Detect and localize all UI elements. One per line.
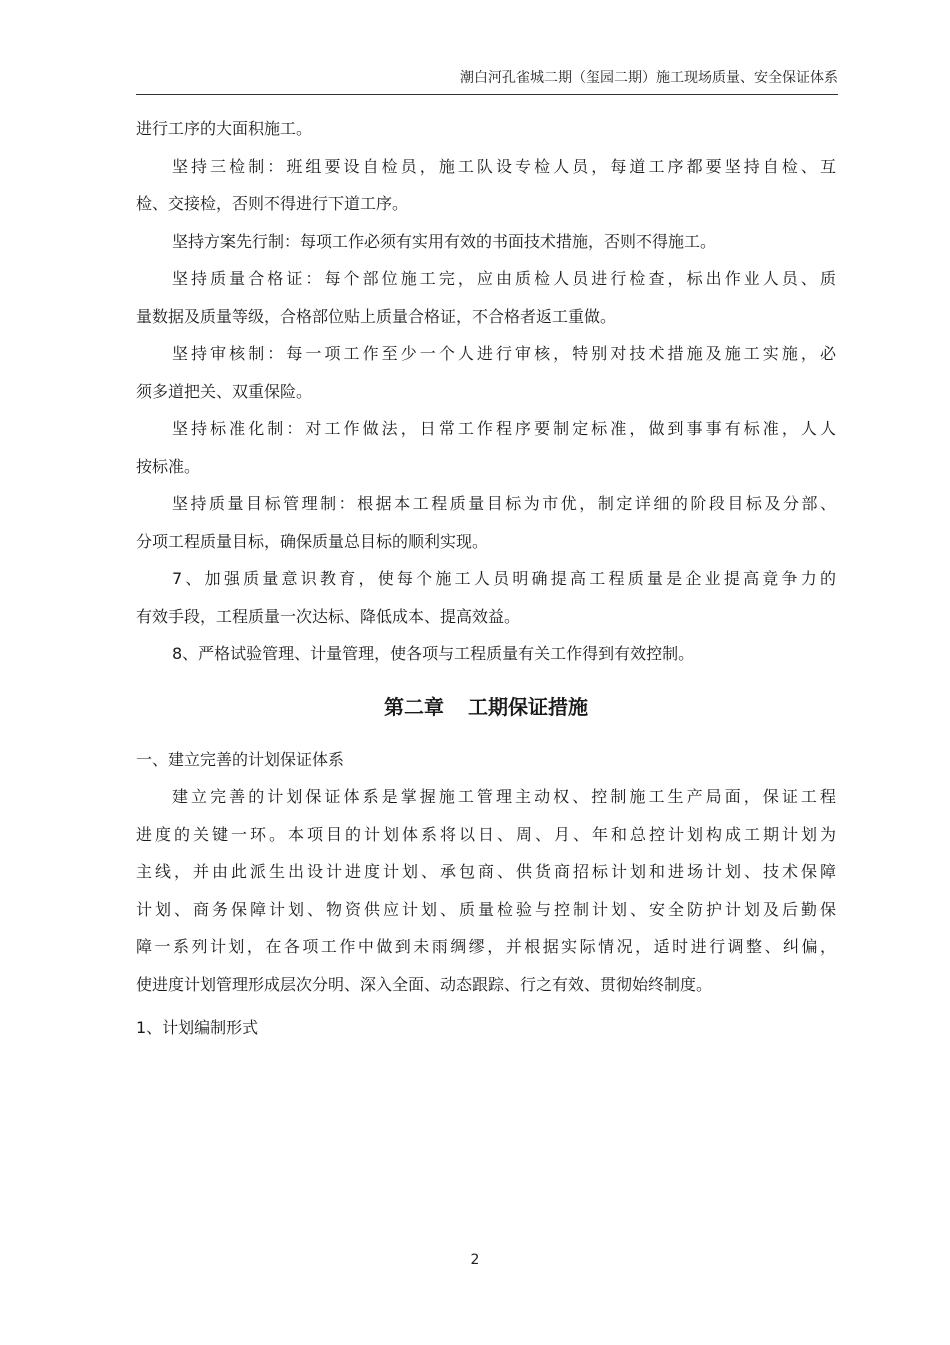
paragraph-line: 坚持质量合格证：每个部位施工完，应由质检人员进行检查，标出作业人员、质: [172, 269, 836, 288]
paragraph-line: 须多道把关、双重保险。: [136, 381, 313, 401]
paragraph-quality-certificate: [136, 260, 836, 335]
paragraph-item-8: [136, 635, 836, 673]
paragraph-line: 坚持审核制：每一项工作至少一个人进行审核，特别对技术措施及施工实施，必: [172, 344, 836, 363]
paragraph-line: 坚持质量目标管理制：根据本工程质量目标为市优，制定详细的阶段目标及分部、: [172, 494, 836, 513]
paragraph-line: 7、加强质量意识教育，使每个施工人员明确提高工程质量是企业提高竟争力的: [172, 569, 836, 588]
paragraph-standardization-system: [136, 410, 836, 485]
paragraph-review-system: [136, 335, 836, 410]
paragraph-plan-first-system: [136, 223, 836, 261]
paragraph-line: 有效手段，工程质量一次达标、降低成本、提高效益。: [136, 606, 521, 626]
paragraph-line: 坚持方案先行制：每项工作必须有实用有效的书面技术措施，否则不得施工。: [172, 231, 717, 251]
paragraph-quality-target-management: [136, 485, 836, 560]
paragraph-line: 障一系列计划，在各项工作中做到未雨绸缪，并根据实际情况，适时进行调整、纠偏，: [136, 937, 836, 956]
paragraph-line: 坚持标准化制：对工作做法，日常工作程序要制定标准，做到事事有标准，人人: [172, 419, 836, 438]
paragraph-continuation: [136, 110, 836, 148]
chapter-name: 工期保证措施: [468, 694, 588, 719]
paragraph-line: 坚持三检制：班组要设自检员，施工队设专检人员，每道工序都要坚持自检、互: [172, 156, 836, 176]
section-heading: 一、建立完善的计划保证体系: [136, 749, 345, 769]
paragraph-item-7: [136, 560, 836, 635]
paragraph-plan-guarantee-system: [136, 778, 836, 1003]
paragraph-line: 使进度计划管理形成层次分明、深入全面、动态跟踪、行之有效、贯彻始终制度。: [136, 974, 713, 994]
paragraph-line: 进行工序的大面积施工。: [136, 119, 313, 138]
chapter-number: 第二章: [384, 694, 444, 719]
paragraph-line: 进度的关键一环。本项目的计划体系将以日、周、月、年和总控计划构成工期计划为: [136, 824, 836, 844]
subsection-heading: 1、计划编制形式: [136, 1018, 259, 1037]
header-rule: [136, 94, 838, 95]
running-header: 潮白河孔雀城二期（玺园二期）施工现场质量、安全保证体系: [460, 70, 838, 86]
paragraph-line: 主线，并由此派生出设计进度计划、承包商、供货商招标计划和进场计划、技术保障: [136, 862, 836, 881]
paragraph-line: 计划、商务保障计划、物资供应计划、质量检验与控制计划、安全防护计划及后勤保: [136, 899, 836, 919]
paragraph-line: 检、交接检，否则不得进行下道工序。: [136, 194, 409, 213]
paragraph-line: 量数据及质量等级，合格部位贴上质量合格证，不合格者返工重做。: [136, 306, 617, 326]
paragraph-line: 按标准。: [136, 456, 201, 476]
paragraph-line: 8、严格试验管理、计量管理，使各项与工程质量有关工作得到有效控制。: [172, 644, 695, 663]
paragraph-line: 建立完善的计划保证体系是掌握施工管理主动权、控制施工生产局面，保证工程: [172, 787, 836, 806]
chapter-title: [136, 693, 836, 721]
paragraph-line: 分项工程质量目标，确保质量总目标的顺利实现。: [136, 531, 489, 551]
page-number: 2: [470, 1252, 480, 1268]
paragraph-three-check-system: [136, 148, 836, 223]
document-body: [136, 110, 836, 1047]
